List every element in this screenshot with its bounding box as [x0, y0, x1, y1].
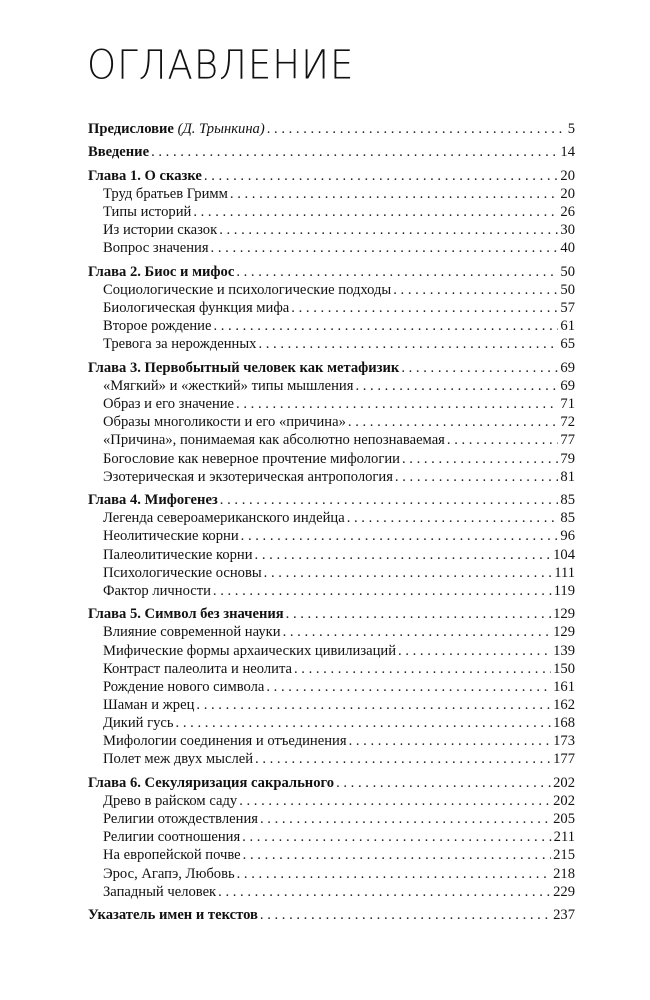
toc-entry-text: На европейской почве [103, 847, 241, 864]
toc-entry-text: Образ и его значение [103, 396, 235, 413]
toc-entry-title [88, 774, 334, 792]
toc-page-number: 69 [560, 359, 575, 376]
toc-entry-text: Контраст палеолита и неолита [103, 660, 292, 677]
toc-section-entry[interactable] [88, 846, 575, 864]
toc-entry-title [103, 185, 228, 203]
dot-leader [355, 377, 558, 395]
toc-entry-text: Западный человек [103, 883, 217, 900]
toc-entry-title [88, 605, 284, 623]
toc-page-number: 69 [560, 378, 575, 395]
toc-entry-text: Мифические формы архаических цивилизаций [103, 642, 397, 659]
toc-section-entry[interactable] [88, 239, 575, 257]
dot-leader [242, 828, 551, 846]
toc-page-number: 30 [560, 222, 575, 239]
toc-entry-text: Религии отождествления [103, 811, 258, 828]
toc-page-number: 218 [553, 865, 575, 882]
toc-entry-text: Глава 1. О сказке [88, 167, 202, 184]
toc-chapter-entry[interactable] [88, 491, 575, 509]
toc-page-number: 150 [553, 660, 575, 677]
toc-page-number: 104 [553, 546, 575, 563]
toc-entry-text: Легенда североамериканского индейца [103, 510, 345, 527]
toc-chapter-entry[interactable] [88, 906, 575, 924]
dot-leader [401, 359, 558, 377]
toc-page-number: 202 [553, 793, 575, 809]
toc-entry-title [103, 221, 217, 239]
dot-leader [151, 143, 558, 161]
toc-page-number: 61 [560, 318, 575, 335]
toc-page-number: 202 [553, 774, 575, 791]
dot-leader [236, 395, 558, 413]
toc-section-entry[interactable] [88, 678, 575, 696]
dot-leader [283, 623, 552, 641]
toc-page-number: 211 [553, 829, 575, 846]
toc-section-entry[interactable] [88, 792, 575, 810]
toc-chapter-entry[interactable] [88, 263, 575, 281]
toc-entry-text: Богословие как неверное прочтение мифологии [103, 450, 400, 467]
toc-entry-text: Типы историй [103, 204, 192, 221]
toc-entry-title [103, 810, 258, 828]
dot-leader [291, 299, 558, 317]
toc-entry-title [103, 865, 235, 883]
toc-page-number: 205 [553, 811, 575, 828]
dot-leader [336, 774, 551, 792]
toc-section-entry[interactable] [88, 810, 575, 828]
toc-entry-text: Указатель имен и текстов [88, 907, 258, 924]
dot-leader [241, 527, 559, 545]
toc-entry-title [88, 359, 399, 377]
toc-page-number: 50 [560, 263, 575, 280]
dot-leader [393, 281, 558, 299]
toc-section-entry[interactable] [88, 750, 575, 768]
toc-entry-text: Труд братьев Гримм [103, 186, 228, 203]
toc-entry-text: «Причина», понимаемая как абсолютно непознаваемая [103, 432, 445, 449]
toc-section-entry[interactable] [88, 660, 575, 678]
dot-leader [196, 696, 551, 714]
toc-entry-title [103, 828, 240, 846]
toc-entry-title [103, 564, 262, 582]
dot-leader [218, 883, 551, 901]
dot-leader [213, 317, 558, 335]
toc-entry-text: Религии соотношения [103, 829, 241, 846]
toc-page-number: 177 [553, 751, 575, 768]
toc-page-number: 85 [560, 510, 575, 527]
toc-entry-title [103, 413, 346, 431]
toc-entry-text: Глава 6. Секуляризация сакрального [88, 774, 335, 791]
toc-section-entry[interactable] [88, 883, 575, 901]
dot-leader [239, 792, 551, 810]
toc-entry-text: Социологические и психологические подходы [103, 282, 392, 299]
toc-entry-text: Предисловие [88, 121, 174, 137]
toc-page-number: 229 [553, 883, 575, 900]
toc-entry-text: Вопрос значения [103, 240, 209, 257]
toc-entry-title [103, 732, 347, 750]
toc-entry-text: Древо в райском саду [103, 793, 238, 809]
toc-page-number: 215 [553, 847, 575, 864]
toc-section-entry[interactable] [88, 317, 575, 335]
toc-entry-text: Биологическая функция мифа [103, 300, 290, 317]
dot-leader [204, 167, 559, 185]
toc-page-number: 79 [560, 450, 575, 467]
toc-section-entry[interactable] [88, 623, 575, 641]
toc-page-number: 139 [553, 642, 575, 659]
dot-leader [349, 732, 552, 750]
toc-entry-text: Полет меж двух мыслей [103, 751, 254, 768]
toc-section-entry[interactable] [88, 431, 575, 449]
toc-section-entry[interactable] [88, 203, 575, 221]
toc-section-entry[interactable] [88, 299, 575, 317]
dot-leader [213, 582, 552, 600]
dot-leader [267, 120, 566, 138]
dot-leader [211, 239, 559, 257]
dot-leader [193, 203, 558, 221]
dot-leader [398, 642, 551, 660]
toc-entry-title [103, 792, 237, 810]
dot-leader [402, 450, 558, 468]
toc-entry-text: Неолитические корни [103, 528, 239, 545]
toc-page-number: 173 [553, 733, 575, 750]
toc-entry-title [103, 660, 292, 678]
toc-page-number: 111 [554, 564, 575, 581]
toc-page-number: 85 [560, 492, 575, 509]
toc-section-entry[interactable] [88, 335, 575, 353]
toc-section-entry[interactable] [88, 377, 575, 395]
toc-entry-text: Глава 2. Биос и мифос [88, 263, 235, 280]
dot-leader [220, 491, 559, 509]
toc-entry-title [103, 678, 264, 696]
toc-entry-title [103, 317, 211, 335]
toc-page-number: 72 [560, 414, 575, 431]
toc-entry-title [103, 281, 391, 299]
toc-entry-title [103, 642, 396, 660]
dot-leader [255, 546, 552, 564]
toc-chapter-entry[interactable] [88, 143, 575, 161]
toc-entry-title [88, 143, 149, 161]
toc-entry-title [103, 299, 289, 317]
toc-section-entry[interactable] [88, 413, 575, 431]
toc-page-number: 26 [560, 204, 575, 221]
toc-page-number: 119 [553, 582, 575, 599]
toc-entry-title [103, 623, 281, 641]
toc-section-entry[interactable] [88, 564, 575, 582]
toc-entry-text: Глава 3. Первобытный человек как метафизик [88, 359, 400, 376]
toc-chapter-entry[interactable] [88, 774, 575, 792]
toc-page-number: 14 [560, 144, 575, 161]
toc-entry-title [103, 450, 400, 468]
toc-section-entry[interactable] [88, 185, 575, 203]
toc-entry-text: Шаман и жрец [103, 697, 195, 713]
toc-entry-text: Палеолитические корни [103, 546, 253, 563]
toc-entry-title [103, 846, 241, 864]
toc-entry-text: Рождение нового символа [103, 678, 265, 695]
toc-page-number: 20 [560, 186, 575, 203]
toc-entry-title [103, 335, 256, 353]
page-title: ОГЛАВЛЕНИЕ [87, 42, 355, 89]
toc-page-number: 50 [560, 282, 575, 299]
dot-leader [447, 431, 559, 449]
toc-entry-text: Из истории сказок [103, 222, 218, 239]
dot-leader [294, 660, 551, 678]
toc-entry-text: Введение [88, 144, 150, 161]
toc-section-entry[interactable] [88, 281, 575, 299]
dot-leader [219, 221, 558, 239]
toc-entry-text: Эзотерическая и экзотерическая антропология [103, 468, 393, 485]
toc-chapter-entry[interactable] [88, 605, 575, 623]
toc-section-entry[interactable] [88, 468, 575, 486]
toc-section-entry[interactable] [88, 221, 575, 239]
toc-entry-title [88, 167, 202, 185]
toc-entry-text: Мифологии соединения и отъединения [103, 733, 347, 750]
toc-entry-title [103, 377, 353, 395]
toc-entry-text: Тревога за нерожденных [103, 336, 257, 353]
toc-section-entry[interactable] [88, 714, 575, 732]
toc-entry-title [103, 750, 253, 768]
toc-page-number: 57 [560, 300, 575, 317]
toc-page-number: 168 [553, 715, 575, 732]
toc-section-entry[interactable] [88, 828, 575, 846]
dot-leader [286, 605, 551, 623]
dot-leader [237, 865, 551, 883]
toc-entry-title [103, 395, 234, 413]
toc-entry-title [103, 527, 239, 545]
toc-entry-text: Влияние современной науки [103, 624, 281, 641]
toc-section-entry[interactable] [88, 395, 575, 413]
toc-entry-title [103, 509, 345, 527]
toc-page-number: 65 [560, 336, 575, 353]
toc-page-number: 20 [560, 167, 575, 184]
toc-page-number: 5 [567, 121, 575, 137]
toc-entry-text: Второе рождение [103, 318, 212, 335]
toc-entry-text: Эрос, Агапэ, Любовь [103, 865, 235, 882]
dot-leader [258, 335, 558, 353]
toc-section-entry[interactable] [88, 865, 575, 883]
toc-page-number: 96 [560, 528, 575, 545]
toc-page-number: 81 [560, 468, 575, 485]
toc-entry-title [88, 906, 258, 924]
toc-section-entry[interactable] [88, 527, 575, 545]
dot-leader [348, 413, 559, 431]
dot-leader [260, 810, 551, 828]
toc-page-number: 237 [553, 907, 575, 924]
dot-leader [264, 564, 553, 582]
toc-entry-title [88, 491, 218, 509]
toc-page-number: 162 [553, 697, 575, 713]
dot-leader [236, 263, 558, 281]
toc-entry-text: «Мягкий» и «жесткий» типы мышления [103, 378, 354, 395]
toc-page-number: 161 [553, 678, 575, 695]
toc-entry-note: (Д. Трынкина) [177, 121, 265, 137]
toc-entry-title [88, 120, 265, 138]
dot-leader [230, 185, 559, 203]
toc-section-entry[interactable] [88, 509, 575, 527]
toc-section-entry[interactable] [88, 696, 575, 714]
toc-page-number: 129 [553, 606, 575, 623]
dot-leader [347, 509, 559, 527]
toc-chapter-entry[interactable] [88, 359, 575, 377]
toc-section-entry[interactable] [88, 732, 575, 750]
toc-entry-title [103, 468, 393, 486]
toc-entry-title [103, 696, 194, 714]
toc-page-number: 40 [560, 240, 575, 257]
table-of-contents [88, 120, 575, 924]
toc-chapter-entry[interactable] [88, 120, 575, 138]
toc-entry-text: Психологические основы [103, 564, 262, 581]
toc-entry-text: Образы многоликости и его «причина» [103, 414, 346, 431]
toc-entry-title [103, 883, 216, 901]
dot-leader [255, 750, 551, 768]
toc-entry-title [103, 714, 174, 732]
toc-entry-text: Дикий гусь [103, 715, 174, 732]
toc-entry-title [103, 582, 211, 600]
dot-leader [266, 678, 551, 696]
toc-entry-title [88, 263, 234, 281]
dot-leader [243, 846, 551, 864]
toc-entry-title [103, 546, 253, 564]
toc-page-number: 77 [560, 432, 575, 449]
toc-section-entry[interactable] [88, 450, 575, 468]
toc-entry-title [103, 239, 209, 257]
toc-page-number: 71 [560, 396, 575, 413]
toc-entry-text: Фактор личности [103, 582, 211, 599]
toc-page-number: 129 [553, 624, 575, 641]
toc-entry-text: Глава 5. Символ без значения [88, 606, 284, 623]
toc-entry-title [103, 431, 445, 449]
dot-leader [260, 906, 551, 924]
toc-entry-text: Глава 4. Мифогенез [88, 492, 218, 509]
toc-section-entry[interactable] [88, 642, 575, 660]
toc-section-entry[interactable] [88, 546, 575, 564]
dot-leader [176, 714, 552, 732]
toc-section-entry[interactable] [88, 582, 575, 600]
toc-entry-title [103, 203, 191, 221]
dot-leader [395, 468, 558, 486]
toc-chapter-entry[interactable] [88, 167, 575, 185]
